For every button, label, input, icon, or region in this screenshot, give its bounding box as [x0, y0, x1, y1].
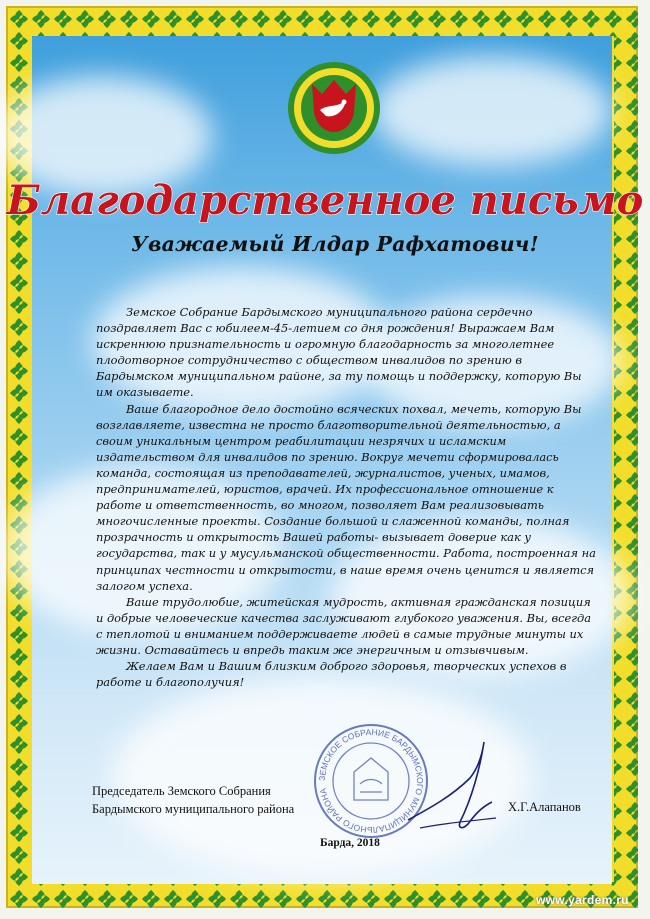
paragraph-2: Ваше благородное дело достойно всяческих похвал, мечеть, которую Вы возглавляете, известна не просто благотворительной деятельностью, а своим уникальным центром реабилитации незрячих и исламским издательством для инвалидов по зрению. Вокруг мечети сформировалась команда, состоящая из преподавателей, журналистов, ученых, имамов, предпринимателей, юристов, врачей. Их профессиональное отношение к работе и ответственность, во многом, позволяет Вам реализовывать многочисленные проекты. Создание большой и слаженной команды, полная прозрачность и открытость Вашей работы- вызывает доверие как у государства, так и у мусульманской общественности. Работа, построенная на принципах честности и открытости, в наше время очень ценится и является залогом успеха. [96, 401, 596, 593]
signatory-position-line2: Бардымского муниципального района [92, 802, 295, 816]
site-watermark: www.yardem.ru [536, 893, 629, 907]
tulip-emblem-icon [286, 60, 382, 156]
signatory-position [92, 782, 294, 818]
svg-text:ЗЕМСКОЕ СОБРАНИЕ БАРДЫМСКОГО М: ЗЕМСКОЕ СОБРАНИЕ БАРДЫМСКОГО МУНИЦИПАЛЬНОГО РАЙОНА [316, 726, 426, 836]
signatory-name: Х.Г.Алапанов [508, 800, 581, 814]
document-title [6, 172, 644, 232]
place-date: Барда, 2018 [320, 837, 380, 849]
signature-icon [400, 738, 500, 838]
paragraph-3: Ваше трудолюбие, житейская мудрость, активная гражданская позиция и добрые человеческие качества заслуживают глубокого уважения. Вы, всегда с теплотой и вниманием поддерживаете людей в самые трудные минуты их жизни. Оставайтесь и впредь таким же энергичным и отзывчивым. [96, 594, 592, 657]
title-text: Благодарственное письмо [6, 177, 644, 224]
greeting: Уважаемый Илдар Рафхатович! [131, 232, 539, 256]
signatory-position-line1: Председатель Земского Собрания [92, 784, 271, 798]
paragraph-4: Желаем Вам и Вашим близким доброго здоровья, творческих успехов в работе и благополучия! [96, 659, 567, 690]
letter-body [96, 304, 596, 690]
paragraph-1: Земское Собрание Бардымского муниципального района сердечно поздравляет Вас с юбилеем-45-летием со дня рождения! Выражаем Вам искреннюю признательность и огромную благодарность за многолетнее плодотворное сотрудничество с обществом инвалидов по зрению в Бардымском муниципальном районе, за ту помощь и поддержку, которую Вы им оказываете. [96, 305, 582, 400]
